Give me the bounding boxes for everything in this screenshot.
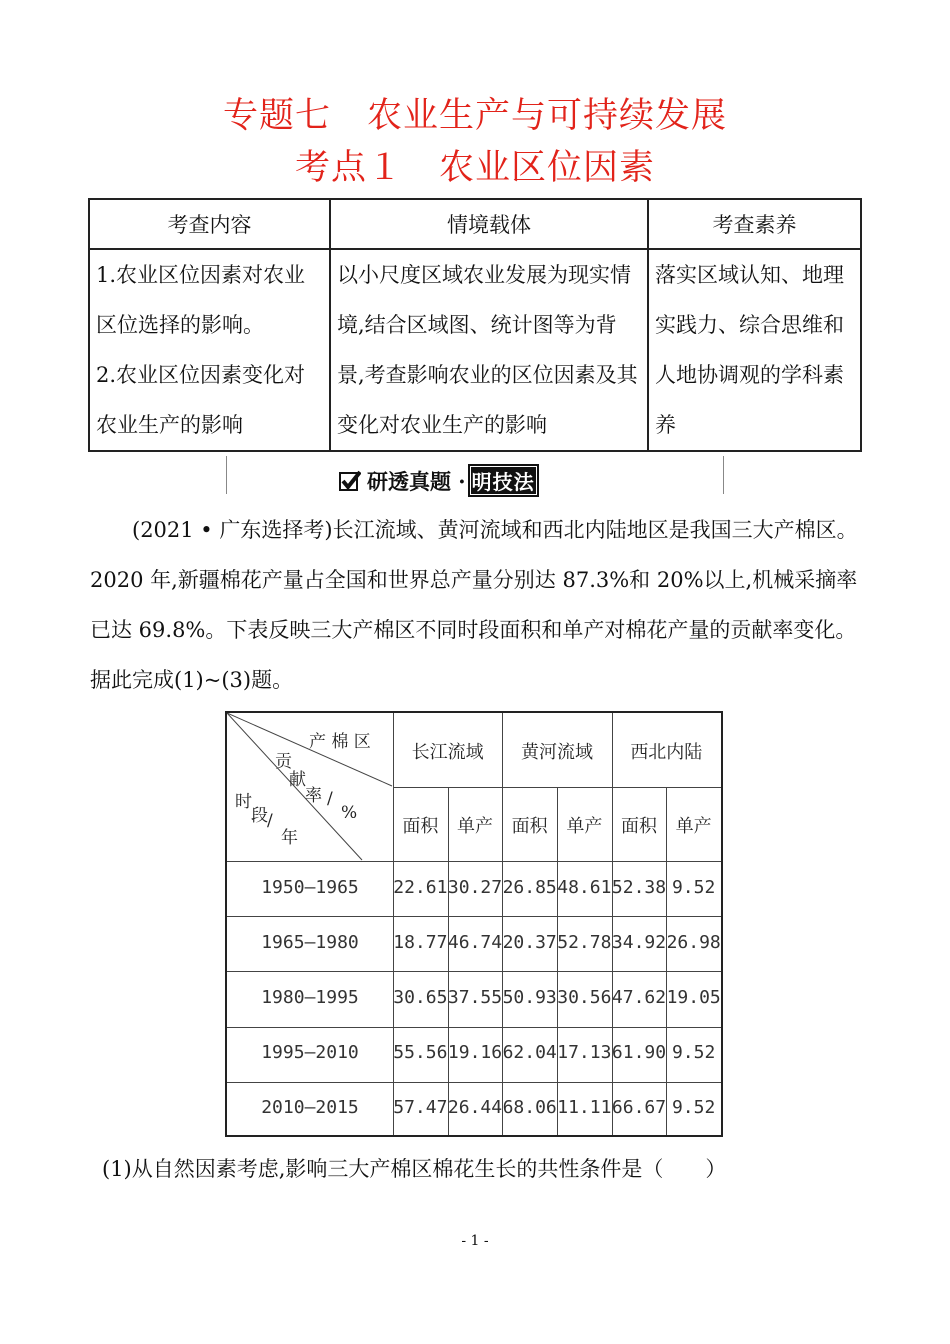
corner-time-2: 段 — [251, 806, 268, 826]
value-cell: 52.38 — [611, 876, 667, 898]
info-cell-content: 1.农业区位因素对农业区位选择的影响。 2.农业区位因素变化对农业生产的影响 — [89, 249, 330, 451]
grid-line — [227, 916, 721, 917]
value-cell: 50.93 — [502, 987, 557, 1008]
value-cell: 11.11 — [557, 1097, 612, 1119]
info-header-literacy: 考查素养 — [648, 199, 861, 249]
sub-header: 面积 — [620, 816, 657, 837]
value-cell: 26.98 — [666, 931, 721, 953]
page-number: - 1 - — [461, 1233, 489, 1249]
period-cell: 1995—2010 — [261, 1042, 359, 1064]
region-header: 黄河流域 — [520, 742, 593, 763]
corner-time-4: 年 — [281, 828, 298, 848]
grid-line — [227, 971, 721, 972]
value-cell: 19.05 — [666, 987, 721, 1008]
value-cell: 18.77 — [393, 931, 448, 953]
corner-region: 产 棉 区 — [309, 732, 371, 752]
grid-line — [612, 713, 613, 1135]
region-header: 长江流域 — [411, 742, 484, 763]
value-cell: 68.06 — [502, 1097, 557, 1119]
sub-header: 单产 — [566, 816, 603, 837]
grid-line — [557, 787, 558, 1135]
banner-stamp: 明技法 — [468, 464, 539, 497]
sub-header: 面积 — [511, 816, 548, 837]
value-cell: 20.37 — [502, 931, 557, 953]
value-cell: 9.52 — [671, 876, 716, 898]
value-cell: 30.56 — [557, 987, 612, 1008]
value-cell: 52.78 — [557, 931, 612, 953]
corner-time-1: 时 — [235, 792, 252, 812]
value-cell: 19.16 — [447, 1042, 503, 1064]
period-cell: 1950—1965 — [261, 876, 359, 898]
banner-text: 研透真题 · — [367, 468, 466, 494]
value-cell: 9.52 — [671, 1042, 716, 1064]
value-cell: 30.65 — [393, 987, 448, 1008]
grid-line — [227, 1027, 721, 1028]
value-cell: 55.56 — [393, 1042, 448, 1064]
check-icon — [339, 470, 361, 492]
value-cell: 46.74 — [447, 931, 503, 953]
info-table — [88, 198, 862, 452]
value-cell: 66.67 — [611, 1097, 667, 1119]
period-cell: 1980—1995 — [261, 987, 359, 1008]
value-cell: 47.62 — [611, 987, 667, 1008]
grid-line — [448, 787, 449, 1135]
value-cell: 26.44 — [447, 1097, 503, 1119]
value-cell: 57.47 — [393, 1097, 448, 1119]
grid-line — [227, 1082, 721, 1083]
page-subtitle: 考点１ 农业区位因素 — [294, 148, 655, 188]
corner-rate-3: 率 — [305, 786, 322, 806]
sub-header: 单产 — [675, 816, 712, 837]
value-cell: 9.52 — [671, 1097, 716, 1119]
value-cell: 48.61 — [557, 876, 612, 898]
value-cell: 61.90 — [611, 1042, 667, 1064]
corner-rate-2: 献 — [289, 770, 306, 790]
grid-line — [666, 787, 667, 1135]
page-title: 专题七 农业生产与可持续发展 — [222, 96, 727, 136]
grid-line — [227, 861, 721, 862]
value-cell: 62.04 — [502, 1042, 557, 1064]
grid-line — [393, 787, 721, 788]
info-header-content: 考查内容 — [89, 199, 330, 249]
question-1: (1)从自然因素考虑,影响三大产棉区棉花生长的共性条件是（ ） — [102, 1157, 727, 1181]
passage: (2021 • 广东选择考)长江流域、黄河流域和西北内陆地区是我国三大产棉区。2020 年,新疆棉花产量占全国和世界总产量分别达 87.3%和 20%以上,机械采摘率已达 69.8%。下表反映三大产棉区不同时段面积和单产对棉花产量的贡献率变化。据此完成(1)~(3)题。 — [90, 518, 858, 692]
period-cell: 2010—2015 — [261, 1097, 359, 1119]
period-cell: 1965—1980 — [261, 931, 359, 953]
corner-rate-1: 贡 — [275, 752, 292, 772]
info-header-context: 情境载体 — [330, 199, 648, 249]
grid-line — [502, 713, 503, 1135]
sub-header: 面积 — [402, 816, 439, 837]
info-cell-context: 以小尺度区域农业发展为现实情境,结合区域图、统计图等为背景,考查影响农业的区位因素及其变化对农业生产的影响 — [330, 249, 648, 451]
value-cell: 30.27 — [447, 876, 503, 898]
data-table — [225, 711, 723, 1137]
corner-time-3: / — [267, 811, 273, 831]
corner-unit-1: / — [327, 789, 333, 809]
grid-line — [393, 713, 394, 1135]
value-cell: 17.13 — [557, 1042, 612, 1064]
region-header: 西北内陆 — [630, 742, 703, 763]
value-cell: 26.85 — [502, 876, 557, 898]
value-cell: 22.61 — [393, 876, 448, 898]
info-cell-literacy: 落实区域认知、地理实践力、综合思维和人地协调观的学科素养 — [648, 249, 861, 451]
corner-unit-2: % — [341, 803, 358, 823]
sub-header: 单产 — [456, 816, 493, 837]
value-cell: 34.92 — [611, 931, 667, 953]
value-cell: 37.55 — [447, 987, 503, 1008]
section-banner — [226, 456, 724, 494]
